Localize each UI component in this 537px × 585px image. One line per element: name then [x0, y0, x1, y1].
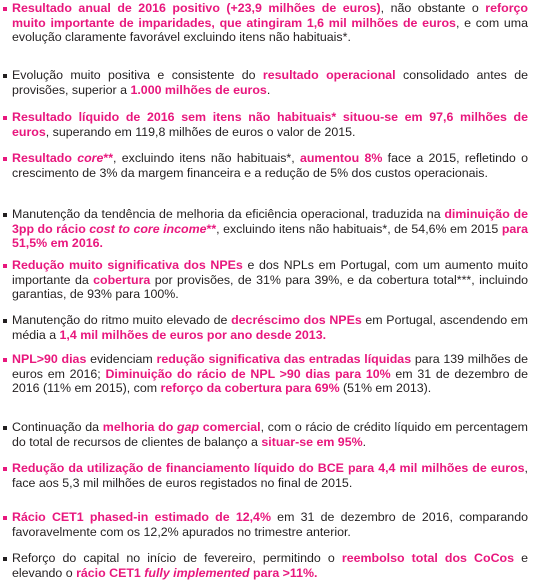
- bullet-marker-accent: [3, 516, 7, 520]
- highlight-text: Diminuição do rácio de NPL >90 dias para 10%: [105, 366, 391, 381]
- highlight-text: resultado operacional: [262, 68, 396, 82]
- highlight-text: fully implemented: [144, 565, 250, 580]
- bullet-text: [12, 420, 528, 449]
- body-text: e dos NPLs em Portugal, com um aumento muito importante da: [12, 258, 528, 287]
- highlight-text: Resultado anual de 2016 positivo (+23,9 milhões de euros): [12, 1, 381, 15]
- bullet-marker-accent: [3, 116, 7, 120]
- bullet-text: [12, 151, 528, 180]
- body-text: , superando em 119,8 milhões de euros o valor de 2015.: [45, 124, 356, 139]
- highlight-text: 1,4 mil milhões de euros por ano desde 2013.: [59, 327, 327, 342]
- bullet-text: [12, 352, 528, 396]
- body-text: Manutenção do ritmo muito elevado de: [12, 313, 232, 327]
- bullet-text: [12, 313, 528, 342]
- body-text: evidenciam: [86, 352, 157, 366]
- highlight-text: redução significativa das entradas líquidas: [156, 352, 412, 366]
- highlight-text: **: [206, 221, 217, 236]
- body-text: Evolução muito positiva e consistente do: [12, 68, 263, 82]
- bullet-text: [12, 68, 528, 97]
- body-text: Manutenção da tendência de melhoria da eficiência operacional, traduzida na: [12, 207, 445, 221]
- bullet-marker: [3, 74, 7, 78]
- highlight-text: reforço da cobertura para 69%: [160, 381, 340, 396]
- body-text: , com o rácio de crédito líquido em percentagem do total de recursos de clientes de balanço a: [12, 420, 528, 449]
- highlight-text: decréscimo dos NPEs: [231, 313, 362, 327]
- highlight-text: Resultado líquido de 2016 sem itens não habituais* situou-se em 97,6 milhões de euros: [12, 110, 528, 139]
- bullet-text: [12, 258, 528, 302]
- bullet-marker: [3, 557, 7, 561]
- bullet-text: [12, 207, 528, 251]
- highlight-text: Resultado: [12, 151, 78, 165]
- body-text: , não obstante o: [380, 1, 486, 15]
- bullet-marker-accent: [3, 264, 7, 268]
- body-text: em Portugal, ascendendo em média a: [12, 313, 529, 342]
- bullet-marker-accent: [3, 358, 7, 362]
- highlight-text: **: [103, 151, 114, 165]
- bullet-text: [12, 551, 528, 580]
- highlight-text: 1.000 milhões de euros: [130, 82, 267, 97]
- highlight-text: Redução muito significativa dos NPEs: [12, 258, 243, 272]
- body-text: face a 2015, refletindo o crescimento de 3% da margem financeira e a redução de 5% dos custos operacionais.: [12, 151, 528, 180]
- highlight-text: core: [77, 151, 104, 165]
- highlight-text: cobertura: [93, 272, 151, 287]
- body-text: .: [362, 434, 367, 449]
- body-text: em 31 de dezembro de 2016 (11% em 2015), com: [12, 366, 529, 396]
- body-text: consolidado antes de provisões, superior a: [12, 68, 528, 97]
- bullet-text: [12, 461, 528, 490]
- bullet-marker-accent: [3, 157, 7, 161]
- bullet-marker: [3, 213, 7, 217]
- highlight-text: diminuição de 3pp do rácio: [12, 207, 528, 236]
- body-text: por provisões, de 31% para 39%, e da cobertura total***, incluindo garantias, de 93% para 100%.: [12, 272, 528, 302]
- highlight-text: para 51,5% em 2016.: [12, 221, 529, 251]
- bullet-text: [12, 510, 528, 539]
- body-text: Continuação da: [12, 420, 103, 434]
- highlight-text: reforço muito importante de imparidades, que atingiram 1,6 mil milhões de euros: [12, 1, 528, 30]
- highlight-text: Rácio CET1 phased-in estimado de 12,4%: [12, 510, 271, 524]
- highlight-text: reembolso total dos CoCos: [341, 551, 514, 565]
- highlight-text: gap: [177, 420, 200, 434]
- body-text: , excluindo itens não habituais*, de 54,6% em 2015: [216, 221, 502, 236]
- highlight-text: melhoria do: [102, 420, 178, 434]
- highlight-text: rácio CET1: [76, 565, 145, 580]
- bullet-marker-accent: [3, 7, 7, 11]
- bullet-text: [12, 110, 528, 139]
- body-text: , excluindo itens não habituais*,: [113, 151, 300, 165]
- bullet-text: [12, 1, 528, 45]
- body-text: em 31 de dezembro de 2016, comparando favoravelmente com os 12,2% apurados no trimestre anterior.: [12, 510, 528, 539]
- body-text: , face aos 5,3 mil milhões de euros registados no final de 2015.: [12, 461, 528, 490]
- body-text: Reforço do capital no início de fevereiro, permitindo o: [12, 551, 342, 565]
- highlight-text: aumentou 8%: [299, 151, 383, 165]
- highlight-text: Redução da utilização de financiamento líquido do BCE para 4,4 mil milhões de euros: [12, 461, 525, 475]
- bullet-marker: [3, 426, 7, 430]
- highlight-text: comercial: [199, 420, 261, 434]
- body-text: e elevando o: [12, 551, 528, 580]
- highlight-text: para >11%.: [249, 565, 318, 580]
- highlight-text: NPL>90 dias: [12, 352, 87, 366]
- highlight-text: situar-se em 95%: [261, 434, 363, 449]
- highlight-text: cost to core income: [89, 221, 207, 236]
- bullet-marker-accent: [3, 467, 7, 471]
- bullet-marker: [3, 319, 7, 323]
- body-text: (51% em 2013).: [339, 381, 432, 396]
- body-text: , e com uma evolução claramente favorável excluindo itens não habituais*.: [12, 15, 528, 45]
- body-text: .: [266, 82, 271, 97]
- body-text: para 139 milhões de euros em 2016;: [12, 352, 528, 381]
